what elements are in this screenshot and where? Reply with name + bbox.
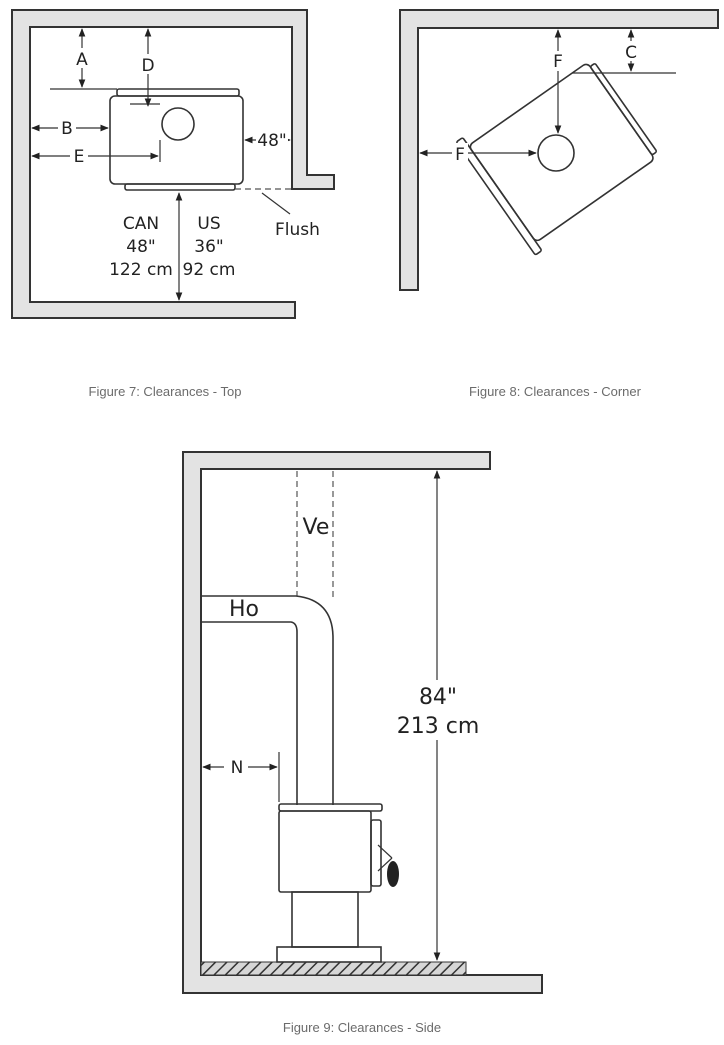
label-ho: Ho [228, 597, 260, 622]
side-walls [183, 452, 542, 993]
stove-side-outline [277, 804, 399, 962]
stovepipe [201, 596, 333, 805]
label-can-inches: 48" [126, 237, 156, 257]
label-ve: Ve [302, 515, 330, 540]
figure8-caption: Figure 8: Clearances - Corner [469, 384, 641, 399]
flush-leader [262, 193, 290, 214]
label-a: A [76, 50, 88, 70]
flue-collar [162, 108, 194, 140]
figure8-corner-view [400, 10, 718, 290]
figure9-side-view [183, 452, 542, 993]
hearth-floor [201, 962, 466, 975]
label-c: C [625, 43, 637, 63]
label-f-left: F [455, 145, 465, 165]
label-flush: Flush [275, 220, 320, 240]
label-height-cm: 213 cm [396, 714, 480, 739]
label-can-cm: 122 cm [109, 260, 173, 280]
room-walls [12, 10, 334, 318]
label-side-clearance: 48" [257, 131, 287, 151]
flue-collar-corner [538, 135, 574, 171]
label-height-inches: 84" [418, 685, 458, 710]
stove-top-outline [110, 89, 243, 190]
figure7-caption: Figure 7: Clearances - Top [88, 384, 242, 399]
label-us-title: US [197, 214, 221, 234]
label-can-title: CAN [122, 214, 160, 234]
label-d: D [141, 56, 155, 76]
figure7-top-view [12, 10, 334, 318]
label-us-inches: 36" [194, 237, 224, 257]
label-f-top: F [553, 52, 563, 72]
label-e: E [73, 147, 85, 167]
label-n: N [230, 758, 244, 778]
label-us-cm: 92 cm [182, 260, 236, 280]
figure9-caption: Figure 9: Clearances - Side [282, 1020, 442, 1035]
label-b: B [61, 119, 73, 139]
door-handle [387, 861, 399, 887]
